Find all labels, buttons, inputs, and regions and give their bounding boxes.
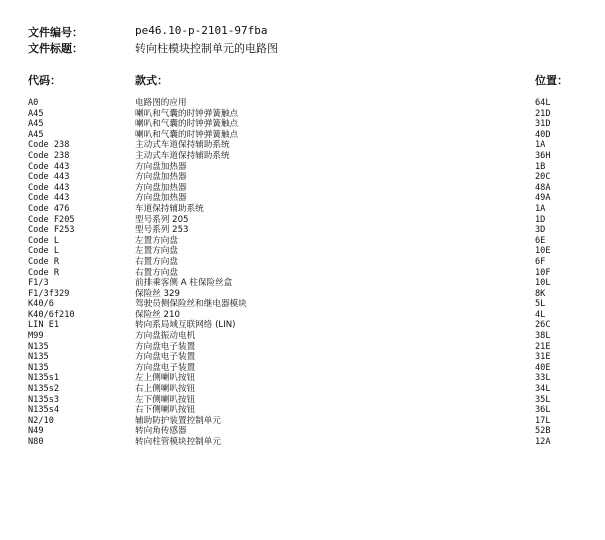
row-pos: 17L (535, 415, 551, 426)
table-row (0, 183, 605, 194)
row-pos: 10E (535, 246, 551, 257)
row-code: N135 (28, 362, 49, 373)
row-pos: 64L (535, 98, 551, 108)
table-row (0, 342, 605, 353)
row-code: F1/3 (28, 278, 49, 289)
code-table (0, 98, 605, 448)
table-row (0, 437, 605, 448)
row-pos: 33L (535, 373, 551, 384)
row-desc: 车道保持辅助系统 (135, 203, 204, 214)
row-pos: 1D (535, 214, 546, 225)
table-row (0, 310, 605, 321)
row-desc: 左下侧喇叭按钮 (135, 394, 196, 405)
row-pos: 48A (535, 182, 551, 193)
row-pos: 34L (535, 384, 551, 395)
table-row (0, 384, 605, 395)
table-row (0, 426, 605, 437)
table-row (0, 236, 605, 247)
row-code: LIN E1 (28, 320, 60, 331)
row-pos: 40E (535, 362, 551, 373)
row-pos: 52B (535, 426, 551, 437)
row-pos: 1B (535, 161, 546, 172)
row-desc: 型号系列 253 (135, 225, 189, 236)
row-code: Code 443 (28, 172, 70, 183)
row-desc: 右置方向盘 (135, 256, 178, 267)
row-code: Code 476 (28, 203, 70, 214)
table-row (0, 416, 605, 427)
row-pos: 3D (535, 225, 546, 236)
table-row (0, 363, 605, 374)
row-desc: 驾驶员侧保险丝和继电器模块 (135, 299, 247, 310)
row-code: N135s3 (28, 394, 60, 405)
row-desc: 右下侧喇叭按钮 (135, 405, 196, 416)
row-code: K40/6f210 (28, 309, 75, 320)
row-code: Code F253 (28, 225, 75, 236)
row-desc: 方向盘加热器 (135, 161, 187, 172)
table-row (0, 268, 605, 279)
table-row (0, 204, 605, 215)
row-pos: 20C (535, 172, 551, 183)
row-desc: 喇叭和气囊的时钟弹簧触点 (135, 119, 239, 130)
row-pos: 10F (535, 267, 551, 278)
row-code: Code 443 (28, 193, 70, 204)
row-code: Code 443 (28, 161, 70, 172)
row-pos: 26C (535, 320, 551, 331)
table-row (0, 246, 605, 257)
row-code: N135s2 (28, 384, 60, 395)
row-code: N2/10 (28, 415, 54, 426)
row-pos: 40D (535, 129, 551, 140)
row-desc: 型号系列 205 (135, 214, 189, 225)
row-desc: 方向盘电子装置 (135, 352, 196, 363)
table-row (0, 162, 605, 173)
doc-number-value: pe46.10-p-2101-97fba (135, 24, 268, 37)
row-pos: 6E (535, 235, 546, 246)
header-pos: 位置： (535, 74, 568, 87)
table-row (0, 109, 605, 120)
row-pos: 6F (535, 256, 546, 267)
row-pos: 1A (535, 203, 546, 214)
row-desc: 左置方向盘 (135, 246, 178, 257)
table-row (0, 215, 605, 226)
row-pos: 12A (535, 437, 551, 447)
row-desc: 喇叭和气囊的时钟弹簧触点 (135, 129, 239, 140)
row-pos: 1A (535, 140, 546, 151)
row-desc: 电路图的应用 (135, 98, 187, 108)
row-desc: 转向柱管模块控制单元 (135, 437, 221, 447)
doc-title-label: 文件标题： (28, 42, 83, 55)
row-code: Code R (28, 267, 60, 278)
row-pos: 21D (535, 108, 551, 119)
row-desc: 转向系局域互联网络 (LIN) (135, 320, 236, 331)
table-row (0, 193, 605, 204)
row-desc: 方向盘振动电机 (135, 331, 196, 342)
table-row (0, 373, 605, 384)
row-code: F1/3f329 (28, 288, 70, 299)
row-pos: 4L (535, 309, 546, 320)
table-row (0, 225, 605, 236)
table-row (0, 320, 605, 331)
row-code: K40/6 (28, 299, 54, 310)
row-desc: 方向盘加热器 (135, 172, 187, 183)
row-code: A45 (28, 119, 44, 130)
row-desc: 方向盘加热器 (135, 193, 187, 204)
row-code: Code F205 (28, 214, 75, 225)
row-desc: 前排乘客侧 A 柱保险丝盒 (135, 278, 233, 289)
row-desc: 主动式车道保持辅助系统 (135, 140, 230, 151)
row-pos: 38L (535, 331, 551, 342)
row-pos: 49A (535, 193, 551, 204)
row-pos: 31D (535, 119, 551, 130)
doc-title-value: 转向柱模块控制单元的电路图 (135, 42, 278, 55)
row-code: N135s4 (28, 405, 60, 416)
row-code: Code 443 (28, 182, 70, 193)
row-code: M99 (28, 331, 44, 342)
table-row (0, 299, 605, 310)
table-row (0, 98, 605, 109)
row-code: N49 (28, 426, 44, 437)
row-desc: 右上侧喇叭按钮 (135, 384, 196, 395)
table-row (0, 130, 605, 141)
row-desc: 方向盘电子装置 (135, 362, 196, 373)
table-row (0, 119, 605, 130)
row-pos: 5L (535, 299, 546, 310)
table-row (0, 140, 605, 151)
header-desc: 款式： (135, 74, 168, 87)
row-pos: 36H (535, 150, 551, 161)
doc-number-label: 文件编号： (28, 26, 83, 39)
row-code: Code R (28, 256, 60, 267)
row-pos: 35L (535, 394, 551, 405)
row-desc: 保险丝 210 (135, 309, 180, 320)
row-code: A45 (28, 129, 44, 140)
row-code: Code L (28, 235, 60, 246)
row-code: A45 (28, 108, 44, 119)
row-code: Code L (28, 246, 60, 257)
row-code: N135 (28, 341, 49, 352)
table-row (0, 289, 605, 300)
row-code: N135s1 (28, 373, 60, 384)
row-code: N135 (28, 352, 49, 363)
row-code: A0 (28, 98, 39, 108)
row-pos: 21E (535, 341, 551, 352)
table-row (0, 405, 605, 416)
table-row (0, 331, 605, 342)
row-pos: 10L (535, 278, 551, 289)
row-code: Code 238 (28, 140, 70, 151)
row-desc: 喇叭和气囊的时钟弹簧触点 (135, 108, 239, 119)
header-code: 代码： (28, 74, 61, 87)
table-row (0, 278, 605, 289)
row-desc: 方向盘加热器 (135, 182, 187, 193)
row-pos: 8K (535, 288, 546, 299)
row-pos: 36L (535, 405, 551, 416)
table-row (0, 151, 605, 162)
table-row (0, 257, 605, 268)
row-pos: 31E (535, 352, 551, 363)
row-desc: 右置方向盘 (135, 267, 178, 278)
table-row (0, 352, 605, 363)
row-desc: 左上侧喇叭按钮 (135, 373, 196, 384)
table-row (0, 395, 605, 406)
row-desc: 方向盘电子装置 (135, 341, 196, 352)
row-code: N80 (28, 437, 44, 447)
row-desc: 主动式车道保持辅助系统 (135, 150, 230, 161)
row-desc: 保险丝 329 (135, 288, 180, 299)
table-row (0, 172, 605, 183)
row-desc: 转向角传感器 (135, 426, 187, 437)
row-desc: 辅助防护装置控制单元 (135, 415, 221, 426)
row-code: Code 238 (28, 150, 70, 161)
row-desc: 左置方向盘 (135, 235, 178, 246)
